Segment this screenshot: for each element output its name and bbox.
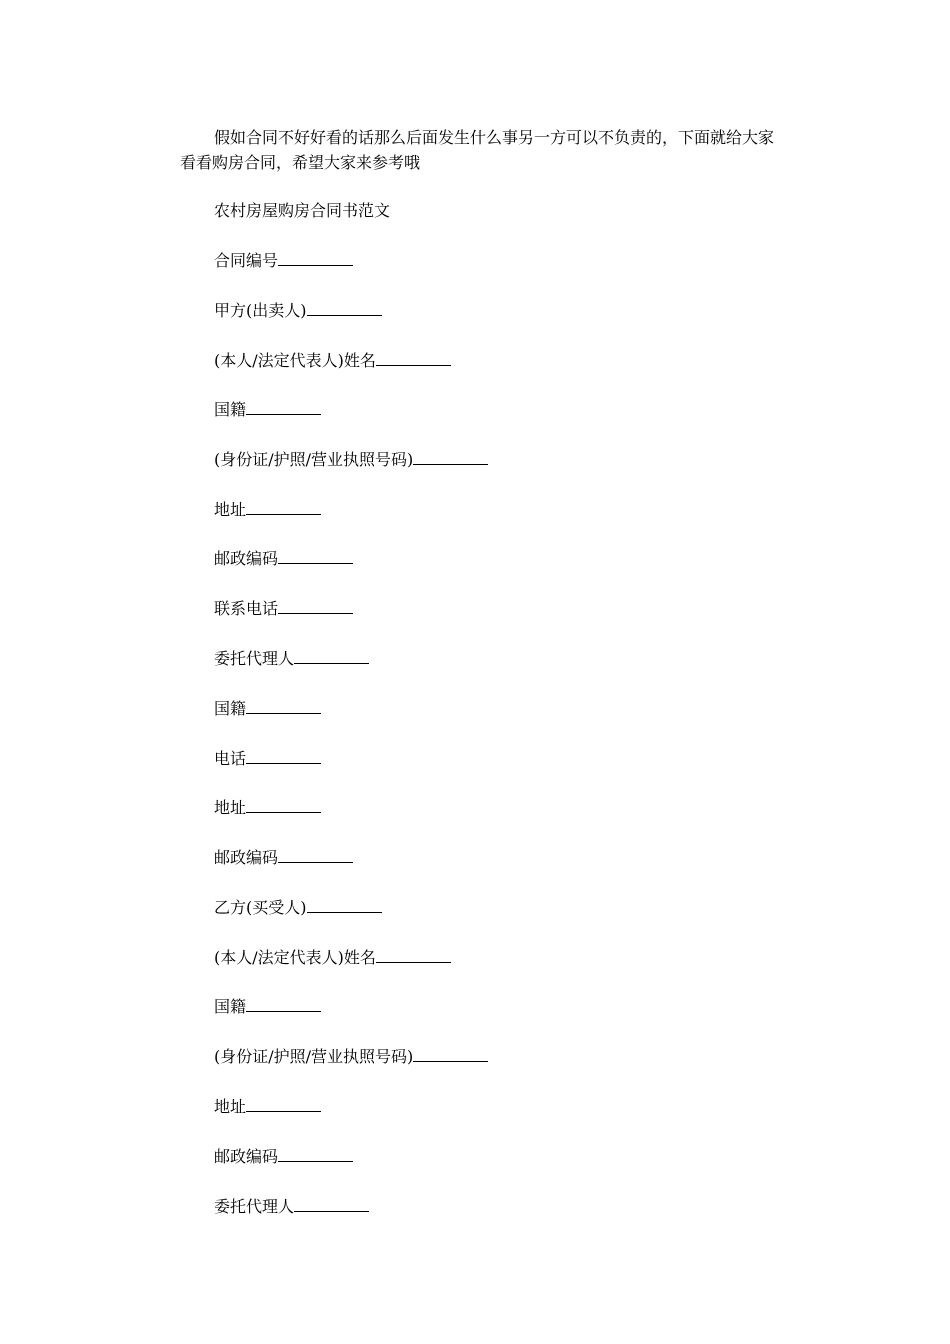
field-label: 委托代理人 <box>214 1197 295 1216</box>
field-party-b-name <box>214 947 451 969</box>
field-party-b-address <box>214 1096 321 1118</box>
fill-blank <box>376 947 451 963</box>
field-label: 国籍 <box>214 400 247 419</box>
field-label: 国籍 <box>214 997 247 1016</box>
field-label: 国籍 <box>214 699 247 718</box>
fill-blank <box>413 1046 488 1062</box>
field-agent-address <box>214 797 321 819</box>
intro-paragraph: 假如合同不好好看的话那么后面发生什么事另一方可以不负责的，下面就给大家看看购房合同，希望大家来参考哦 <box>180 128 775 172</box>
field-label: (身份证/护照/营业执照号码) <box>214 1047 414 1066</box>
fill-blank <box>278 250 353 266</box>
field-party-b-nationality <box>214 996 321 1018</box>
fill-blank <box>246 748 321 764</box>
field-label: 合同编号 <box>214 251 279 270</box>
field-party-a-nationality <box>214 399 321 421</box>
field-agent-postcode <box>214 847 353 869</box>
field-label: 地址 <box>214 500 247 519</box>
field-party-a-phone <box>214 598 353 620</box>
document-title: 农村房屋购房合同书范文 <box>214 201 391 220</box>
field-label: (身份证/护照/营业执照号码) <box>214 450 414 469</box>
fill-blank <box>246 1096 321 1112</box>
field-label: 电话 <box>214 749 247 768</box>
fill-blank <box>246 797 321 813</box>
fill-blank <box>278 548 353 564</box>
fill-blank <box>246 499 321 515</box>
fill-blank <box>278 847 353 863</box>
field-party-a-address <box>214 499 321 521</box>
fill-blank <box>246 698 321 714</box>
fill-blank <box>246 996 321 1012</box>
field-party-a-postcode <box>214 548 353 570</box>
field-party-a-name <box>214 350 451 372</box>
fill-blank <box>278 1146 353 1162</box>
field-party-b <box>214 897 382 919</box>
field-label: 地址 <box>214 798 247 817</box>
field-label: 联系电话 <box>214 599 279 618</box>
fill-blank <box>307 300 382 316</box>
fill-blank <box>294 1196 369 1212</box>
field-label: 委托代理人 <box>214 649 295 668</box>
field-label: 地址 <box>214 1097 247 1116</box>
field-label: 邮政编码 <box>214 848 279 867</box>
field-label: (本人/法定代表人)姓名 <box>214 948 376 967</box>
field-label: 甲方(出卖人) <box>214 301 307 320</box>
field-party-a-id <box>214 449 488 471</box>
fill-blank <box>294 648 369 664</box>
fill-blank <box>246 399 321 415</box>
field-party-b-id <box>214 1046 488 1068</box>
fill-blank <box>376 350 451 366</box>
field-party-b-postcode <box>214 1146 353 1168</box>
field-agent-nationality <box>214 698 321 720</box>
field-party-a-agent <box>214 648 369 670</box>
field-label: 乙方(买受人) <box>214 898 307 917</box>
field-label: (本人/法定代表人)姓名 <box>214 351 376 370</box>
field-contract-number <box>214 250 353 272</box>
fill-blank <box>278 598 353 614</box>
field-label: 邮政编码 <box>214 1147 279 1166</box>
field-label: 邮政编码 <box>214 549 279 568</box>
field-party-a <box>214 300 382 322</box>
field-agent-phone <box>214 748 321 770</box>
fill-blank <box>413 449 488 465</box>
field-party-b-agent <box>214 1196 369 1218</box>
fill-blank <box>307 897 382 913</box>
